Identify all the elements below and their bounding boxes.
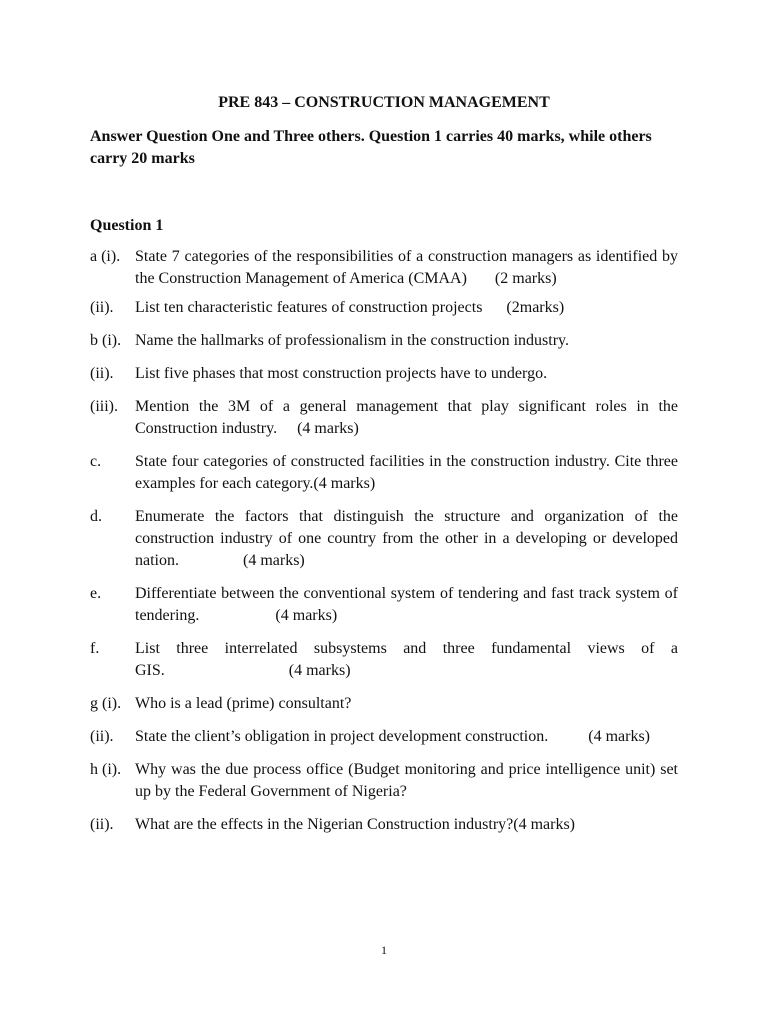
question-item-b-iii (90, 396, 678, 440)
item-text: Who is a lead (prime) consultant? (135, 695, 352, 712)
item-text: List five phases that most construction projects have to undergo. (135, 365, 548, 382)
item-label: h (i). (90, 761, 122, 778)
question-item-d (90, 506, 678, 572)
question-item-a-i (90, 246, 678, 290)
item-text: Differentiate between the conventional system of tendering and fast track system of tendering. (4 marks) (135, 585, 678, 624)
item-text: Mention the 3M of a general management that play significant roles in the Construction industry. (4 marks) (135, 398, 678, 437)
item-label: (iii). (90, 398, 118, 415)
item-label: e. (90, 585, 102, 602)
question-item-b-i (90, 330, 678, 352)
question-item-h-i (90, 759, 678, 803)
item-text: List ten characteristic features of construction projects (2marks) (135, 299, 565, 316)
exam-instructions: Answer Question One and Three others. Question 1 carries 40 marks, while others carry 20 marks (90, 128, 652, 167)
item-label: a (i). (90, 248, 121, 265)
item-label: c. (90, 453, 102, 470)
question-item-f (90, 638, 678, 682)
question-item-b-ii (90, 363, 678, 385)
item-text: Enumerate the factors that distinguish the structure and organization of the construction industry of one country from the other in a developing or developed nation. (4 marks) (135, 508, 678, 569)
item-label: (ii). (90, 816, 114, 833)
question-items (90, 246, 678, 836)
question-item-g-ii (90, 726, 678, 748)
item-text: List three interrelated subsystems and three fundamental views of a GIS. (4 marks) (135, 640, 678, 679)
item-label: (ii). (90, 728, 114, 745)
item-text: State four categories of constructed facilities in the construction industry. Cite three examples for each category.(4 marks) (135, 453, 678, 492)
item-label: (ii). (90, 299, 114, 316)
question-item-a-ii (90, 297, 678, 319)
item-text: What are the effects in the Nigerian Construction industry?(4 marks) (135, 816, 576, 833)
item-text: State the client’s obligation in project development construction. (4 marks) (135, 728, 650, 745)
item-text: State 7 categories of the responsibilities of a construction managers as identified by the Construction Management of America (CMAA) (2 marks) (135, 248, 678, 287)
item-label: (ii). (90, 365, 114, 382)
item-text: Name the hallmarks of professionalism in the construction industry. (135, 332, 569, 349)
question-item-g-i (90, 693, 678, 715)
document-title: PRE 843 – CONSTRUCTION MANAGEMENT (218, 94, 550, 111)
item-label: b (i). (90, 332, 122, 349)
question-item-h-ii (90, 814, 678, 836)
item-text: Why was the due process office (Budget monitoring and price intelligence unit) set up by the Federal Government of Nigeria? (135, 761, 678, 800)
question-item-e (90, 583, 678, 627)
question-item-c (90, 451, 678, 495)
question-heading: Question 1 (90, 217, 164, 234)
page-number: 1 (381, 943, 387, 957)
item-label: d. (90, 508, 102, 525)
item-label: g (i). (90, 695, 122, 712)
item-label: f. (90, 640, 100, 657)
